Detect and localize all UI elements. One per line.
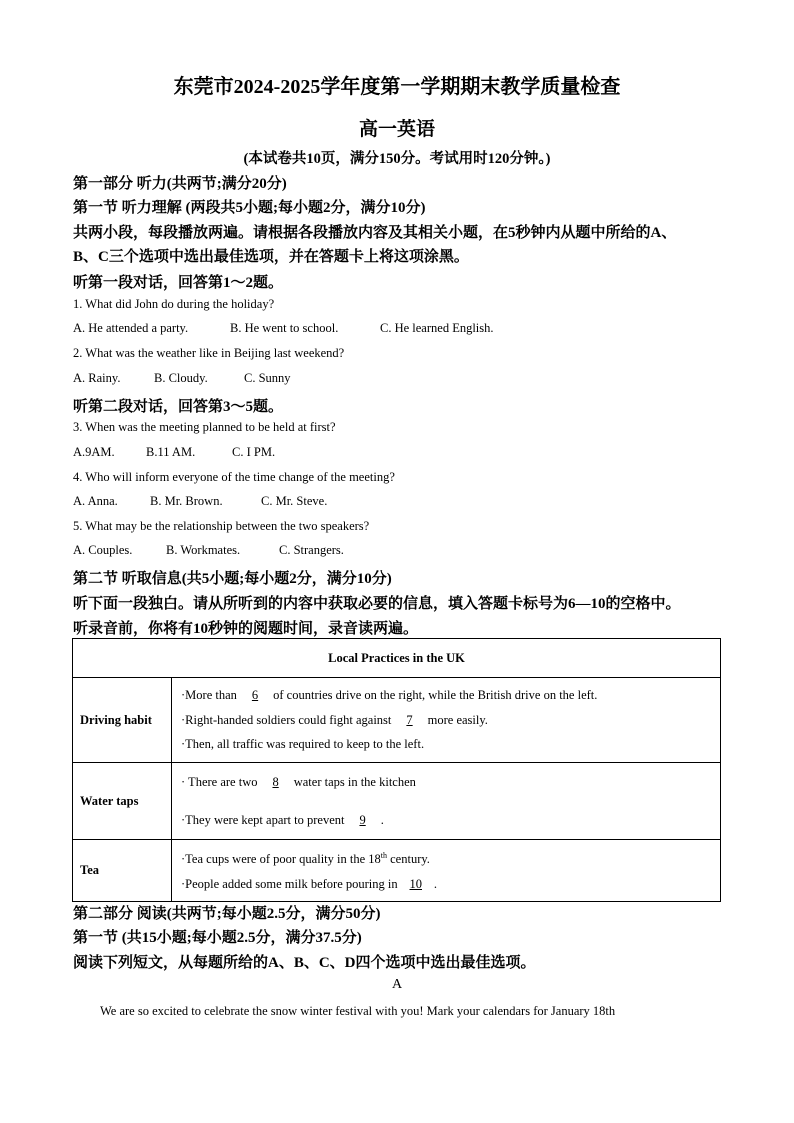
answer-blank-10[interactable]: 10: [409, 877, 422, 892]
table-line: · There are two 8 water taps in the kitchen: [181, 770, 719, 795]
part1-section1-title: 第一节 听力理解 (两段共5小题;每小题2分，满分10分): [73, 200, 426, 216]
exam-title: 东莞市2024-2025学年度第一学期期末教学质量检查: [173, 76, 621, 98]
passage-label: A: [391, 977, 403, 992]
table-title: Local Practices in the UK: [73, 639, 721, 678]
answer-blank-9[interactable]: 9: [359, 813, 366, 827]
table-line: ·They were kept apart to prevent 9 .: [181, 808, 719, 833]
part2-section1-title: 第一节 (共15小题;每小题2.5分，满分37.5分): [73, 930, 362, 946]
dialog2-heading: 听第二段对话，回答第3～5题。: [73, 399, 284, 415]
answer-blank-8[interactable]: 8: [272, 774, 279, 789]
exam-subtitle: 高一英语: [358, 119, 435, 140]
part2-title: 第二部分 阅读(共两节;每小题2.5分，满分50分): [73, 906, 381, 922]
row-content: [172, 678, 721, 763]
option-b[interactable]: B. Mr. Brown.: [150, 494, 223, 508]
question-3: 3. When was the meeting planned to be held at first?: [73, 420, 336, 434]
question-2: 2. What was the weather like in Beijing last weekend?: [73, 346, 345, 360]
row-label-water-taps: Water taps: [73, 763, 172, 840]
option-b[interactable]: B. Cloudy.: [154, 371, 208, 385]
exam-note: (本试卷共10页，满分150分。考试用时120分钟。): [243, 151, 551, 167]
table-line: ·More than 6 of countries drive on the right, while the British drive on the left.: [181, 683, 719, 708]
part1-section2-instruction-1: 听下面一段独白。请从所听到的内容中获取必要的信息，填入答题卡标号为6—10的空格中。: [73, 596, 681, 612]
option-b[interactable]: B.11 AM.: [146, 445, 196, 459]
option-a[interactable]: A. Rainy.: [73, 371, 121, 385]
option-c[interactable]: C. Mr. Steve.: [261, 494, 328, 508]
row-label-tea: Tea: [73, 840, 172, 902]
table-row: [73, 763, 721, 840]
dialog1-heading: 听第一段对话，回答第1～2题。: [73, 275, 284, 291]
option-c[interactable]: C. He learned English.: [380, 321, 494, 335]
part1-section2-instruction-2: 听录音前，你将有10秒钟的阅题时间，录音读两遍。: [73, 621, 419, 637]
passage-first-line: We are so excited to celebrate the snow winter festival with you! Mark your calendars for January 18th: [100, 1004, 616, 1018]
option-c[interactable]: C. Sunny: [244, 371, 291, 385]
question-1-options: [73, 321, 494, 336]
answer-blank-6[interactable]: 6: [251, 688, 259, 703]
option-c[interactable]: C. Strangers.: [279, 543, 344, 557]
row-label-driving-habit: Driving habit: [73, 678, 172, 763]
question-4-options: [73, 494, 327, 509]
question-5-options: [73, 543, 344, 558]
option-b[interactable]: B. Workmates.: [166, 543, 241, 557]
question-3-options: [73, 445, 275, 460]
part1-section2-title: 第二节 听取信息(共5小题;每小题2分，满分10分): [73, 571, 392, 587]
local-practices-table: [72, 638, 721, 902]
row-content: [172, 763, 721, 840]
table-line: ·Then, all traffic was required to keep to the left.: [181, 737, 425, 752]
table-line: ·People added some milk before pouring in 10 .: [181, 872, 719, 897]
table-row: [73, 678, 721, 763]
question-5: 5. What may be the relationship between the two speakers?: [73, 519, 370, 533]
table-line: ·Right-handed soldiers could fight against 7 more easily.: [181, 708, 719, 733]
question-4: 4. Who will inform everyone of the time change of the meeting?: [73, 470, 395, 484]
part1-section1-instruction-1: 共两小段，每段播放两遍。请根据各段播放内容及其相关小题，在5秒钟内从题中所给的A、: [73, 225, 677, 241]
row-content: [172, 840, 721, 902]
option-a[interactable]: A. He attended a party.: [73, 321, 189, 335]
question-2-options: [73, 371, 291, 386]
table-row: [73, 840, 721, 902]
option-c[interactable]: C. I PM.: [232, 445, 276, 459]
answer-blank-7[interactable]: 7: [406, 712, 413, 727]
option-a[interactable]: A.9AM.: [73, 445, 115, 459]
part1-section1-instruction-2: B、C三个选项中选出最佳选项，并在答题卡上将这项涂黑。: [73, 249, 469, 265]
table-line: ·Tea cups were of poor quality in the 18th century.: [181, 851, 430, 867]
part2-instruction: 阅读下列短文，从每题所给的A、B、C、D四个选项中选出最佳选项。: [73, 955, 536, 971]
option-a[interactable]: A. Anna.: [73, 494, 118, 508]
question-1: 1. What did John do during the holiday?: [73, 297, 275, 311]
option-a[interactable]: A. Couples.: [73, 543, 133, 557]
part1-title: 第一部分 听力(共两节;满分20分): [73, 176, 287, 192]
option-b[interactable]: B. He went to school.: [230, 321, 339, 335]
